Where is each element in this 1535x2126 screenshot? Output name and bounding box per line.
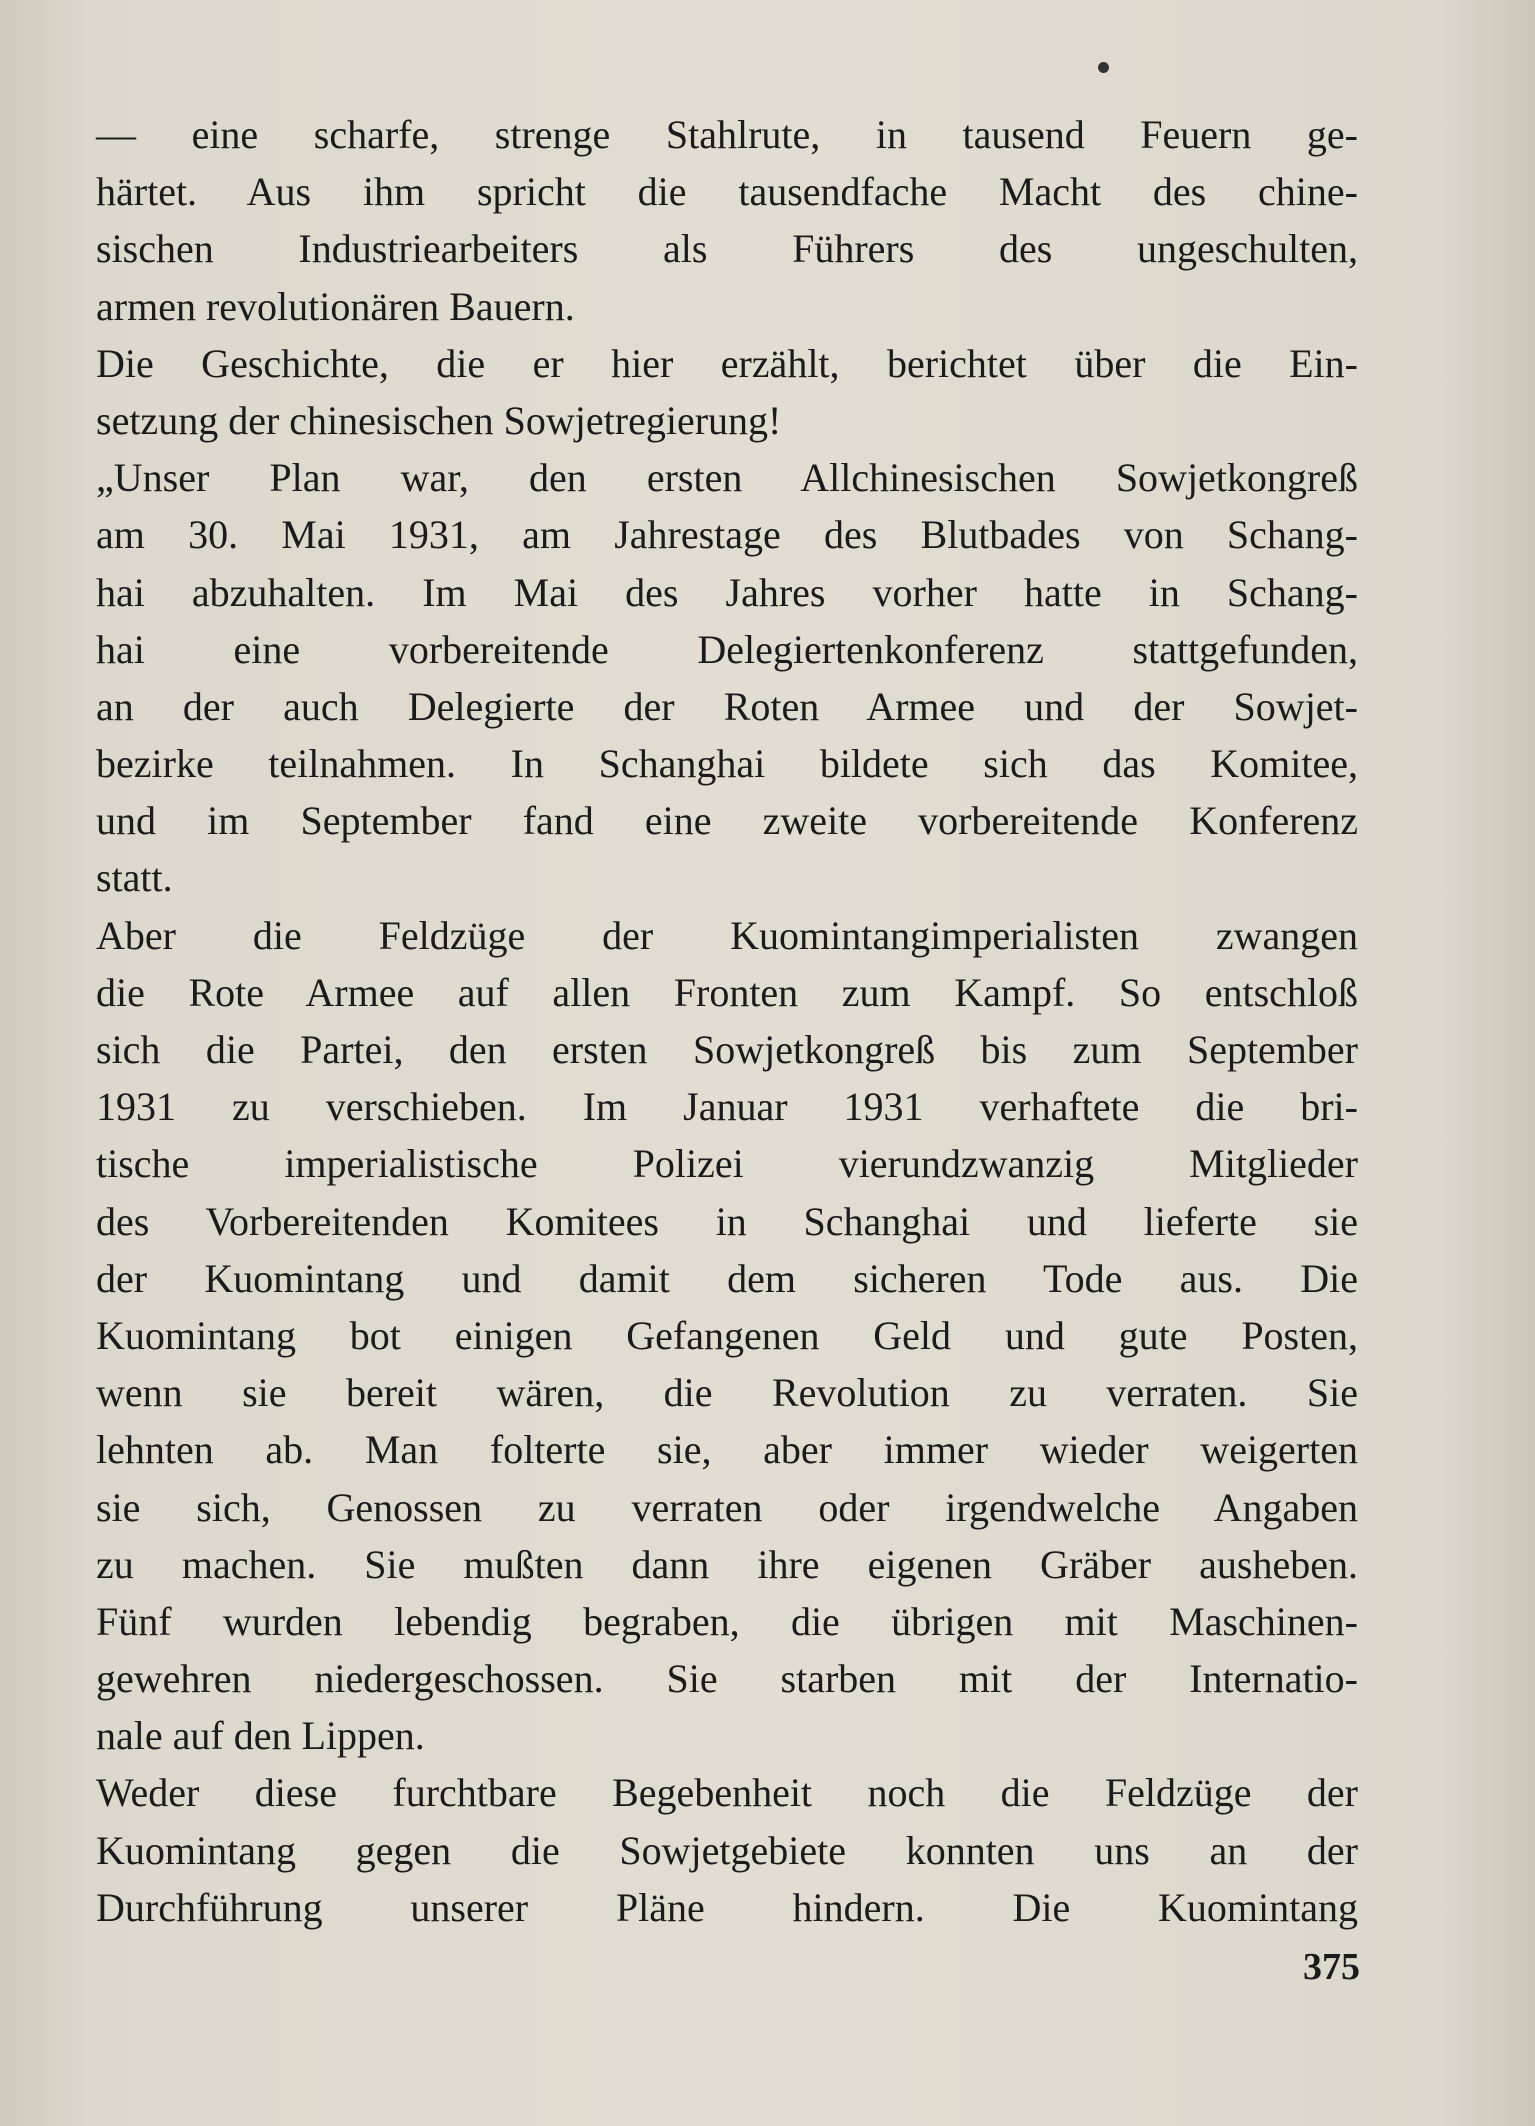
text-line: Weder diese furchtbare Begebenheit noch die Feldzüge der xyxy=(96,1770,1358,1816)
text-line: gewehren niedergeschossen. Sie starben mit der Internatio- xyxy=(96,1656,1358,1702)
text-line: der Kuomintang und damit dem sicheren Tode aus. Die xyxy=(96,1255,1358,1301)
text-line: nale auf den Lippen. xyxy=(96,1713,425,1759)
text-line: „Unser Plan war, den ersten Allchinesischen Sowjetkongreß xyxy=(96,455,1358,501)
text-line: armen revolutionären Bauern. xyxy=(96,283,575,329)
text-line: Durchführung unserer Pläne hindern. Die Kuomintang xyxy=(96,1884,1358,1930)
text-line: sich die Partei, den ersten Sowjetkongreß bis zum September xyxy=(96,1027,1358,1072)
text-line: Kuomintang gegen die Sowjetgebiete konnten uns an der xyxy=(96,1827,1358,1873)
text-line: hai eine vorbereitende Delegiertenkonferenz stattgefunden, xyxy=(96,626,1358,672)
text-line: sie sich, Genossen zu verraten oder irgendwelche Angaben xyxy=(96,1484,1358,1530)
text-line: Kuomintang bot einigen Gefangenen Geld und gute Posten, xyxy=(96,1312,1358,1358)
text-line: des Vorbereitenden Komitees in Schanghai und lieferte sie xyxy=(96,1198,1358,1244)
body-text xyxy=(96,106,1358,1936)
text-line: und im September fand eine zweite vorbereitende Konferenz xyxy=(96,798,1358,844)
text-line: Fünf wurden lebendig begraben, die übrigen mit Maschinen- xyxy=(96,1598,1358,1644)
text-line: bezirke teilnahmen. In Schanghai bildete sich das Komitee, xyxy=(96,741,1358,787)
text-line: hai abzuhalten. Im Mai des Jahres vorher hatte in Schang- xyxy=(96,569,1358,615)
text-line: an der auch Delegierte der Roten Armee und der Sowjet- xyxy=(96,683,1358,729)
text-line: Aber die Feldzüge der Kuomintangimperialisten zwangen xyxy=(96,912,1358,958)
page-number: 375 xyxy=(1303,1946,1360,1988)
text-line: lehnten ab. Man folterte sie, aber immer wieder weigerten xyxy=(96,1427,1358,1473)
text-line: härtet. Aus ihm spricht die tausendfache Macht des chine- xyxy=(96,169,1358,215)
text-line: 1931 zu verschieben. Im Januar 1931 verhaftete die bri- xyxy=(96,1084,1358,1130)
text-line: zu machen. Sie mußten dann ihre eigenen Gräber ausheben. xyxy=(96,1541,1358,1587)
text-line: sischen Industriearbeiters als Führers des ungeschulten, xyxy=(96,226,1358,272)
text-line: wenn sie bereit wären, die Revolution zu verraten. Sie xyxy=(96,1370,1358,1416)
ink-mark xyxy=(1098,62,1109,73)
text-line: tische imperialistische Polizei vierundzwanzig Mitglieder xyxy=(96,1141,1358,1187)
text-line: Die Geschichte, die er hier erzählt, berichtet über die Ein- xyxy=(96,340,1358,386)
text-line: statt. xyxy=(96,855,173,901)
text-line: — eine scharfe, strenge Stahlrute, in tausend Feuern ge- xyxy=(96,112,1358,157)
text-line: am 30. Mai 1931, am Jahrestage des Blutbades von Schang- xyxy=(96,512,1358,558)
text-line: setzung der chinesischen Sowjetregierung! xyxy=(96,397,782,443)
text-line: die Rote Armee auf allen Fronten zum Kampf. So entschloß xyxy=(96,969,1358,1015)
